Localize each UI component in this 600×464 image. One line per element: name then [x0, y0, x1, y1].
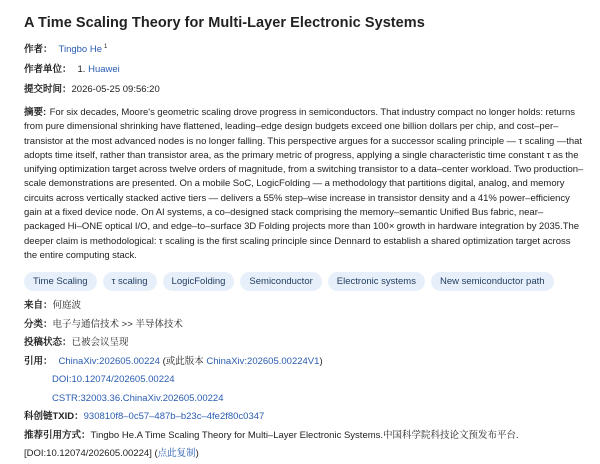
txid-link[interactable]: 930810f8–0c57–487b–b23c–4fe2f80c0347 — [83, 411, 265, 423]
authors-row — [24, 40, 584, 60]
tag-new-semiconductor-path[interactable]: New semiconductor path — [431, 272, 554, 291]
source-label: 来自： — [24, 300, 53, 312]
author-affiliation-index: 1 — [104, 44, 108, 50]
chinaxiv-id-link[interactable]: ChinaXiv:202605.00224 — [58, 355, 160, 367]
citation-row — [24, 353, 584, 372]
tag-logicfolding[interactable]: LogicFolding — [163, 272, 235, 291]
submitted-value: 2026-05-25 09:56:20 — [71, 84, 160, 95]
txid-row — [24, 408, 584, 427]
chinaxiv-version-link[interactable]: ChinaXiv:202605.00224V1 — [206, 355, 320, 367]
affiliation-index: 1. — [77, 64, 86, 75]
recommended-citation-row — [24, 427, 584, 446]
abstract-text: For six decades, Moore's geometric scaling drove progress in semiconductors. That industry compact no longer holds: returns from pure dimensional shrinking have flattened, leading–edge design budgets exceed one billion dollars per chip, and cost–per–transistor at the most advanced nodes is no longer falling. This perspective argues for a successor scaling principle — τ scaling —that adopts time itself, rather than transistor area, as the primary metric of progress, applying a single characteristic time constant τ as the unifying optimization target across twelve orders of magnitude, from a switching transistor to a data–center workload. Two production–scale demonstrations are presented. On a mobile SoC, LogicFolding — a methodology that partitions digital, analog, and memory circuits across vertically stacked active tiers — delivers a 55% step–wise increase in transistor density and a 41% power–efficiency gain at a fixed device node. On AI systems, a co–designed stack comprising the memory–semantic Unified Bus fabric, near–packaged Hi–ONE optical I/O, and edge–to–surface 3D Folding projects more than 100× growth in hardware integration by 2035.The deeper claim is methodological: τ scaling is the first scaling principle since Dennard to establish a shared optimization target across the entire computing stack. — [24, 107, 584, 261]
copy-open-paren: ( — [154, 448, 158, 460]
category-label: 分类： — [24, 318, 53, 330]
status-row — [24, 334, 584, 353]
citation-version-suffix: ) — [319, 355, 323, 367]
status-value: 已被会议呈现 — [71, 337, 129, 349]
recommended-doi-row — [24, 445, 584, 464]
recommended-citation-label: 推荐引用方式： — [24, 429, 91, 441]
submitted-row — [24, 80, 584, 100]
affiliation-link[interactable]: Huawei — [88, 64, 120, 75]
affiliation-label: 作者单位： — [24, 64, 72, 75]
authors-label: 作者： — [24, 44, 53, 55]
tag-time-scaling[interactable]: Time Scaling — [24, 272, 97, 291]
copy-citation-link[interactable]: 点此复制 — [157, 448, 196, 460]
doi-link[interactable]: DOI:10.12074/202605.00224 — [52, 374, 175, 386]
submitted-label: 提交时间： — [24, 84, 72, 95]
affiliation-row — [24, 60, 584, 80]
keyword-tags — [24, 272, 584, 291]
tag-electronic-systems[interactable]: Electronic systems — [328, 272, 425, 291]
cstr-link[interactable]: CSTR:32003.36.ChinaXiv.202605.00224 — [52, 392, 224, 404]
paper-info — [24, 297, 584, 464]
copy-close-paren: ) — [195, 448, 199, 460]
category-row — [24, 316, 584, 335]
status-label: 投稿状态： — [24, 337, 72, 349]
txid-label: 科创链TXID： — [24, 411, 84, 423]
category-value: 电子与通信技术 >> 半导体技术 — [52, 318, 183, 330]
tag-tau-scaling[interactable]: τ scaling — [103, 272, 157, 291]
abstract-label: 摘要: — [24, 107, 47, 118]
citation-label: 引用： — [24, 355, 53, 367]
tag-semiconductor[interactable]: Semiconductor — [240, 272, 321, 291]
paper-meta — [24, 40, 584, 100]
recommended-citation-text: Tingbo He.A Time Scaling Theory for Multi–Layer Electronic Systems.中国科学院科技论文预发布平台. — [90, 429, 519, 441]
abstract — [24, 106, 584, 263]
paper-title: A Time Scaling Theory for Multi-Layer Electronic Systems — [24, 15, 425, 31]
author-link[interactable]: Tingbo He — [58, 44, 102, 55]
source-row — [24, 297, 584, 316]
recommended-doi: [DOI:10.12074/202605.00224] — [24, 448, 152, 460]
cstr-row — [24, 390, 584, 409]
doi-row — [24, 371, 584, 390]
citation-version-prefix: (或此版本 — [162, 355, 204, 367]
source-value: 何庭波 — [52, 300, 82, 312]
